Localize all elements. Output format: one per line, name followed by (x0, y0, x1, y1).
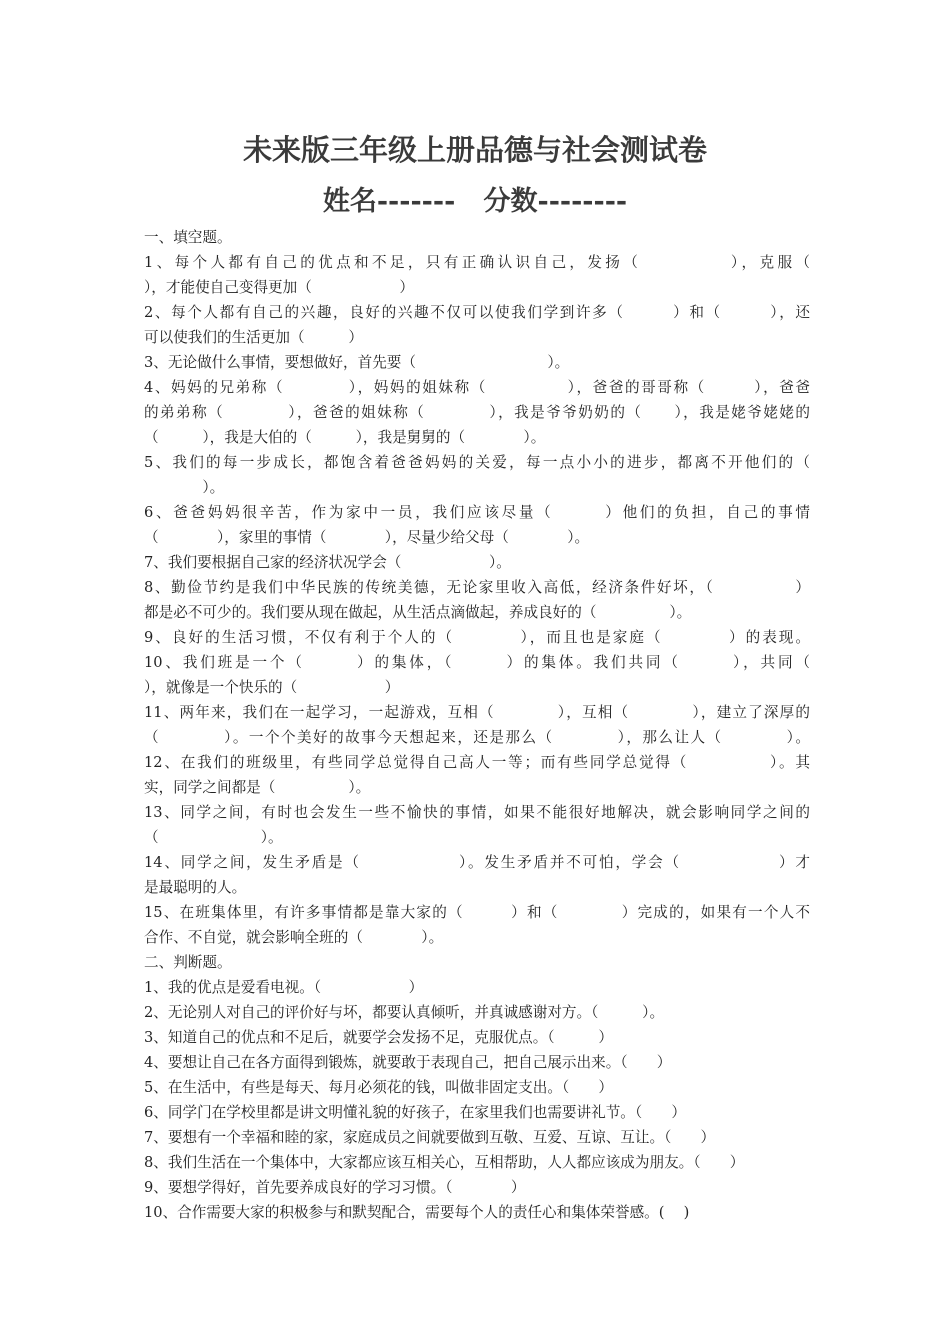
text-line: 2、每个人都有自己的兴趣，良好的兴趣不仅可以使我们学到许多（ ）和（ ），还 (144, 304, 810, 321)
text-line: 5、我们的每一步成长，都饱含着爸爸妈妈的关爱，每一点小小的进步，都离不开他们的（ (144, 454, 810, 471)
text-line: 二、判断题。 (144, 954, 232, 971)
text-line: 11、两年来，我们在一起学习，一起游戏，互相（ ），互相（ ），建立了深厚的 (144, 704, 810, 721)
text-line: 的弟弟称（ ），爸爸的姐妹称（ ），我是爷爷奶奶的（ ），我是姥爷姥姥的 (144, 404, 810, 421)
text-line: 合作、不自觉，就会影响全班的（ ）。 (144, 929, 444, 946)
text-line: 9、良好的生活习惯，不仅有利于个人的（ ），而且也是家庭（ ）的表现。 (144, 629, 810, 646)
text-line: 14、同学之间，发生矛盾是（ ）。发生矛盾并不可怕，学会（ ）才 (144, 854, 810, 871)
text-line: 3、知道自己的优点和不足后，就要学会发扬不足，克服优点。（ ） (144, 1029, 613, 1046)
text-line: ），就像是一个快乐的（ ） (144, 679, 400, 696)
text-line: 12、在我们的班级里，有些同学总觉得自己高人一等；而有些同学总觉得（ ）。其 (144, 754, 810, 771)
exam-body (144, 225, 810, 1225)
text-line: 3、无论做什么事情，要想做好，首先要（ ）。 (144, 354, 570, 371)
text-line: （ ），我是大伯的（ ），我是舅舅的（ ）。 (144, 429, 546, 446)
text-line: 可以使我们的生活更加（ ） (144, 329, 363, 346)
text-line: （ ），家里的事情（ ），尽量少给父母（ ）。 (144, 529, 590, 546)
text-line: 8、勤俭节约是我们中华民族的传统美德，无论家里收入高低，经济条件好坏，（ ） (144, 579, 810, 596)
text-line: 实，同学之间都是（ ）。 (144, 779, 371, 796)
text-line: （ ）。 (144, 829, 283, 846)
text-line: 6、爸爸妈妈很辛苦，作为家中一员，我们应该尽量（ ）他们的负担，自己的事情 (144, 504, 810, 521)
text-line: 是最聪明的人。 (144, 879, 247, 896)
text-line: 13、同学之间，有时也会发生一些不愉快的事情，如果不能很好地解决，就会影响同学之间的 (144, 804, 810, 821)
text-line: 10、我们班是一个（ ）的集体，（ ）的集体。我们共同（ ），共同（ (144, 654, 810, 671)
exam-title: 未来版三年级上册品德与社会测试卷 (242, 133, 707, 167)
text-line: 都是必不可少的。我们要从现在做起，从生活点滴做起，养成良好的（ ）。 (144, 604, 692, 621)
text-line: 8、我们生活在一个集体中，大家都应该互相关心，互相帮助，人人都应该成为朋友。（ ） (144, 1154, 745, 1171)
text-line: 9、要想学得好，首先要养成良好的学习习惯。（ ） (144, 1179, 526, 1196)
text-line: 4、要想让自己在各方面得到锻炼，就要敢于表现自己，把自己展示出来。（ ） (144, 1054, 672, 1071)
name-score-line: 姓名------- 分数-------- (322, 186, 628, 217)
text-line: 1、我的优点是爱看电视。（ ） (144, 979, 424, 996)
text-line: 2、无论别人对自己的评价好与坏，都要认真倾听，并真诚感谢对方。（ ）。 (144, 1004, 665, 1021)
text-line: 7、要想有一个幸福和睦的家，家庭成员之间就要做到互敬、互爱、互谅、互让。（ ） (144, 1129, 716, 1146)
text-line: 7、我们要根据自己家的经济状况学会（ ）。 (144, 554, 511, 571)
text-line: 10、合作需要大家的积极参与和默契配合，需要每个人的责任心和集体荣誉感。( ) (144, 1204, 690, 1221)
text-line: 一、填空题。 (144, 229, 232, 246)
text-line: 15、在班集体里，有许多事情都是靠大家的（ ）和（ ）完成的，如果有一个人不 (144, 904, 810, 921)
text-line: 5、在生活中，有些是每天、每月必须花的钱，叫做非固定支出。（ ） (144, 1079, 613, 1096)
text-line: （ ）。一个个美好的故事今天想起来，还是那么（ ），那么让人（ ）。 (144, 729, 810, 746)
text-line: ）。 (144, 479, 225, 496)
text-line: 6、同学门在学校里都是讲文明懂礼貌的好孩子，在家里我们也需要讲礼节。（ ） (144, 1104, 686, 1121)
text-line: 4、妈妈的兄弟称（ ），妈妈的姐妹称（ ），爸爸的哥哥称（ ），爸爸 (144, 379, 810, 396)
text-line: 1、每个人都有自己的优点和不足，只有正确认识自己，发扬（ ），克服（ (144, 254, 810, 271)
text-line: ），才能使自己变得更加（ ） (144, 279, 414, 296)
